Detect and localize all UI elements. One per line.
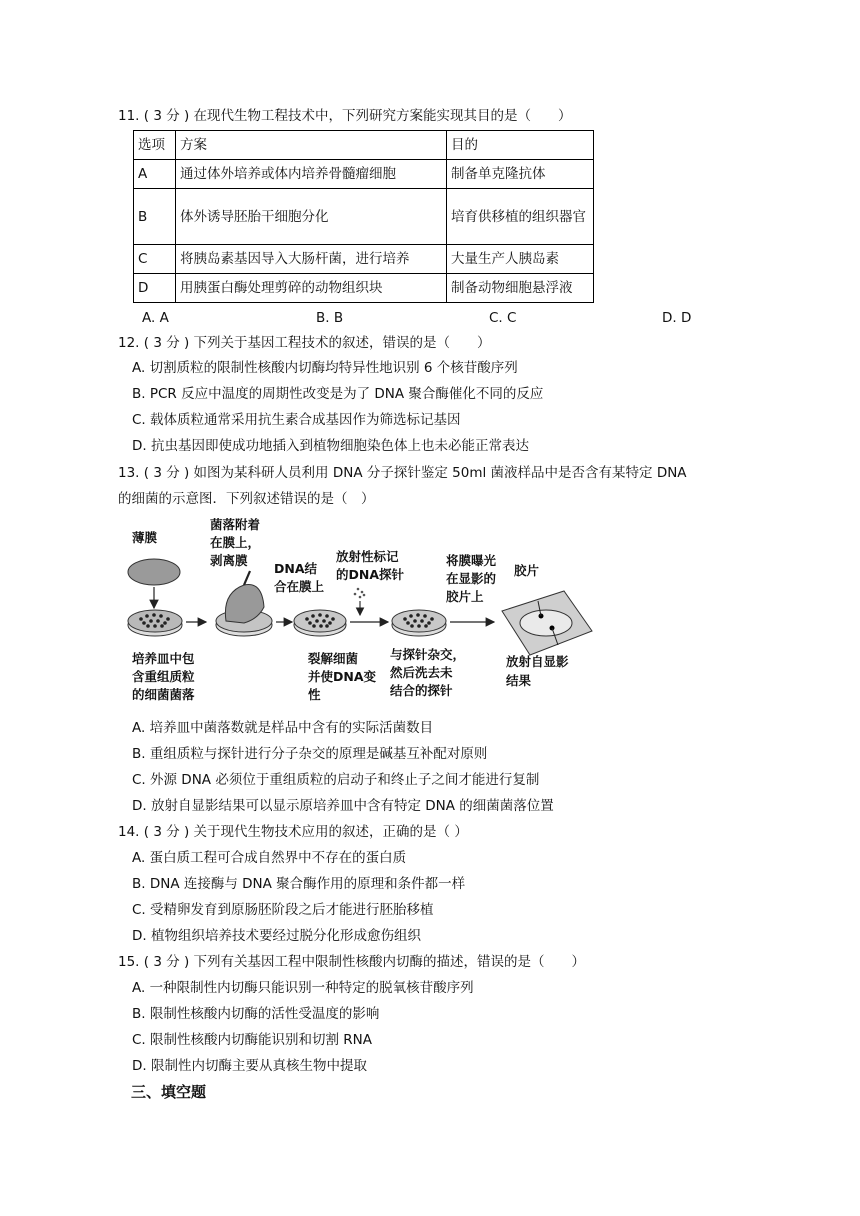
- fig-label-result-2: 结果: [506, 673, 532, 688]
- fig-label-lyse-3: 性: [308, 687, 321, 702]
- fig-label-film: 胶片: [514, 563, 540, 578]
- membrane-disc: [128, 559, 180, 585]
- film: [502, 591, 592, 655]
- q12-option-c: C. 载体质粒通常采用抗生素合成基因作为筛选标记基因: [132, 412, 461, 428]
- q11-option-a: A. A: [142, 310, 169, 326]
- table-row: [134, 274, 594, 303]
- table-cell: 制备动物细胞悬浮液: [447, 274, 594, 303]
- q13-option-c: C. 外源 DNA 必须位于重组质粒的启动子和终止子之间才能进行复制: [132, 772, 540, 788]
- petri-dish-2: [216, 571, 272, 636]
- fig-label-expose-2: 在显影的: [446, 571, 497, 586]
- section-heading: 三、填空题: [131, 1083, 207, 1101]
- q15-option-a: A. 一种限制性内切酶只能识别一种特定的脱氧核苷酸序列: [132, 980, 474, 996]
- q11-option-d: D. D: [662, 310, 692, 326]
- table-header-cell: 目的: [447, 131, 594, 160]
- table-cell: 体外诱导胚胎干细胞分化: [176, 189, 447, 245]
- fig-label-hyb-2: 然后洗去未: [390, 665, 453, 680]
- table-cell: 将胰岛素基因导入大肠杆菌，进行培养: [176, 245, 447, 274]
- table-cell: C: [134, 245, 176, 274]
- table-row: [134, 189, 594, 245]
- q15-option-d: D. 限制性内切酶主要从真核生物中提取: [132, 1058, 367, 1074]
- table-row: [134, 160, 594, 189]
- q14-option-b: B. DNA 连接酶与 DNA 聚合酶作用的原理和条件都一样: [132, 876, 466, 892]
- fig-label-membrane: 薄膜: [132, 530, 158, 545]
- table-cell: B: [134, 189, 176, 245]
- petri-dish-3: [294, 610, 346, 636]
- petri-dish-1: [128, 610, 182, 636]
- table-header-cell: 方案: [176, 131, 447, 160]
- fig-label-dish-3: 的细菌菌落: [132, 687, 195, 702]
- q14-stem: 14. ( 3 分 ) 关于现代生物技术应用的叙述，正确的是（ ）: [118, 824, 468, 840]
- q15-option-c: C. 限制性核酸内切酶能识别和切割 RNA: [132, 1032, 373, 1048]
- q11-stem: 11. ( 3 分 ) 在现代生物工程技术中，下列研究方案能实现其目的是（ ）: [118, 108, 572, 124]
- q14-option-c: C. 受精卵发育到原肠胚阶段之后才能进行胚胎移植: [132, 902, 434, 918]
- q13-option-a: A. 培养皿中菌落数就是样品中含有的实际活菌数目: [132, 720, 434, 736]
- q15-option-b: B. 限制性核酸内切酶的活性受温度的影响: [132, 1006, 380, 1022]
- fig-label-attach-2: 在膜上，: [210, 535, 261, 550]
- q12-option-a: A. 切割质粒的限制性核酸内切酶均特异性地识别 6 个核苷酸序列: [132, 360, 518, 376]
- fig-label-hyb-1: 与探针杂交，: [390, 647, 466, 662]
- q11-option-c: C. C: [489, 310, 517, 326]
- table-header-row: [134, 131, 594, 160]
- table-cell: D: [134, 274, 176, 303]
- petri-dish-4: [392, 610, 446, 636]
- table-header-cell: 选项: [134, 131, 176, 160]
- table-row: [134, 245, 594, 274]
- fig-label-expose-3: 胶片上: [446, 589, 484, 604]
- q12-option-b: B. PCR 反应中温度的周期性改变是为了 DNA 聚合酶催化不同的反应: [132, 386, 544, 402]
- q12-option-d: D. 抗虫基因即使成功地插入到植物细胞染色体上也未必能正常表达: [132, 438, 529, 454]
- fig-label-lyse-2: 并使DNA变: [308, 669, 377, 684]
- fig-label-dish-2: 含重组质粒: [132, 669, 195, 684]
- fig-label-result-1: 放射自显影: [506, 654, 569, 669]
- table-cell: 通过体外培养或体内培养骨髓瘤细胞: [176, 160, 447, 189]
- fig-label-bind-1: DNA结: [274, 561, 318, 576]
- table-cell: 制备单克隆抗体: [447, 160, 594, 189]
- q13-option-b: B. 重组质粒与探针进行分子杂交的原理是碱基互补配对原则: [132, 746, 488, 762]
- fig-label-probe-1: 放射性标记: [336, 549, 399, 564]
- fig-label-probe-2: 的DNA探针: [336, 567, 405, 582]
- fig-label-dish-1: 培养皿中包: [132, 651, 195, 666]
- fig-label-lyse-1: 裂解细菌: [308, 651, 359, 666]
- q13-option-d: D. 放射自显影结果可以显示原培养皿中含有特定 DNA 的细菌菌落位置: [132, 798, 554, 814]
- forceps: [244, 571, 250, 585]
- table-cell: A: [134, 160, 176, 189]
- table-cell: 大量生产人胰岛素: [447, 245, 594, 274]
- probe-dots: [354, 588, 366, 599]
- table-cell: 用胰蛋白酶处理剪碎的动物组织块: [176, 274, 447, 303]
- q14-option-a: A. 蛋白质工程可合成自然界中不存在的蛋白质: [132, 850, 407, 866]
- fig-label-attach-3: 剥离膜: [210, 553, 248, 568]
- q12-stem: 12. ( 3 分 ) 下列关于基因工程技术的叙述，错误的是（ ）: [118, 335, 491, 351]
- fig-label-expose-1: 将膜曝光: [446, 553, 497, 568]
- q13-diagram: [126, 515, 626, 710]
- q14-option-d: D. 植物组织培养技术要经过脱分化形成愈伤组织: [132, 928, 421, 944]
- q15-stem: 15. ( 3 分 ) 下列有关基因工程中限制性核酸内切酶的描述，错误的是（ ）: [118, 954, 586, 970]
- fig-label-bind-2: 合在膜上: [274, 579, 325, 594]
- q11-option-b: B. B: [316, 310, 344, 326]
- fig-label-attach-1: 菌落附着: [210, 517, 261, 532]
- q11-table: [133, 130, 594, 303]
- table-cell: 培育供移植的组织器官: [447, 189, 594, 245]
- q13-stem-line1: 13. ( 3 分 ) 如图为某科研人员利用 DNA 分子探针鉴定 50ml 菌液样品中是否含有某特定 DNA: [118, 465, 687, 481]
- fig-label-hyb-3: 结合的探针: [390, 683, 453, 698]
- q13-stem-line2: 的细菌的示意图．下列叙述错误的是（ ）: [118, 491, 375, 507]
